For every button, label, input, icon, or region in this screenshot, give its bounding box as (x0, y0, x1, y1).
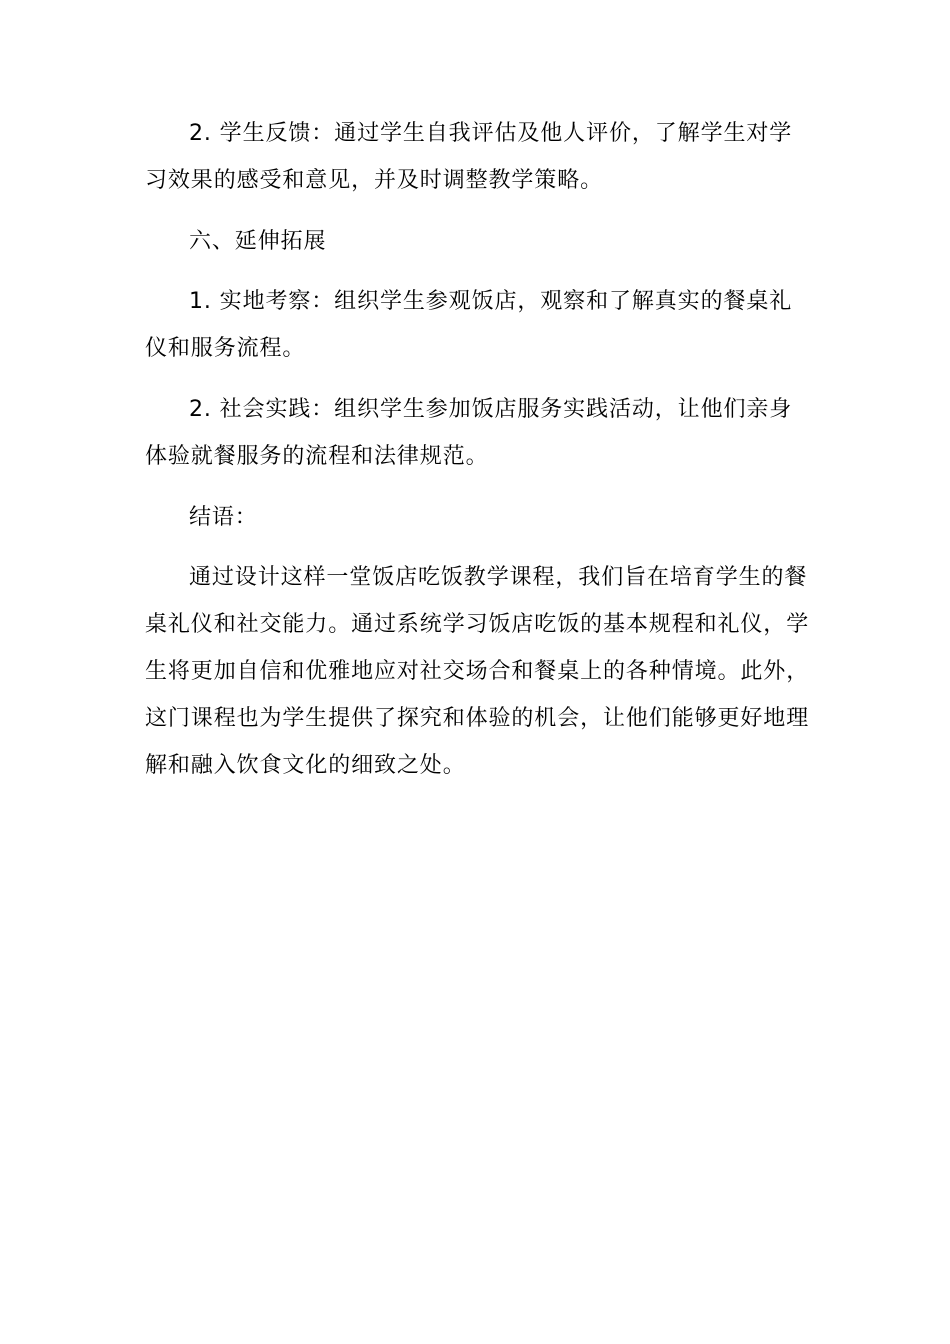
paragraph-field-trip: 1. 实地考察：组织学生参观饭店，观察和了解真实的餐桌礼仪和服务流程。 (145, 289, 793, 361)
paragraph-conclusion: 通过设计这样一堂饭店吃饭教学课程，我们旨在培育学生的餐桌礼仪和社交能力。通过系统学习饭店吃饭的基本规程和礼仪，学生将更加自信和优雅地应对社交场合和餐桌上的各种情境。此外，这门课程也为学生提供了探究和体验的机会，让他们能够更好地理解和融入饮食文化的细致之处。 (145, 565, 810, 778)
section-heading-extension: 六、延伸拓展 (189, 229, 327, 254)
paragraph-student-feedback: 2. 学生反馈：通过学生自我评估及他人评价，了解学生对学习效果的感受和意见，并及时调整教学策略。 (145, 121, 793, 193)
document-body (145, 110, 810, 803)
paragraph-social-practice: 2. 社会实践：组织学生参加饭店服务实践活动，让他们亲身体验就餐服务的流程和法律规范。 (145, 397, 793, 469)
section-heading-conclusion: 结语： (189, 505, 258, 530)
